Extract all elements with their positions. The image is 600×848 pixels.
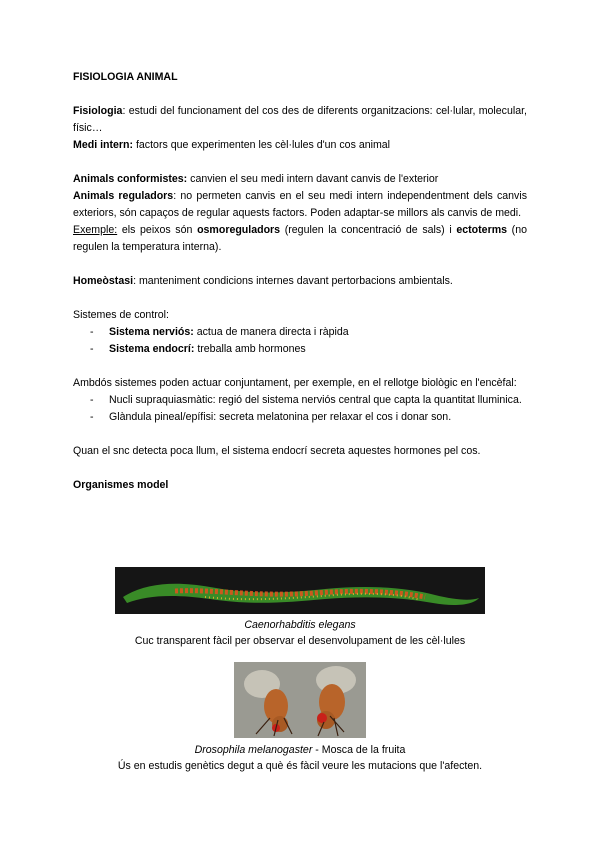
term: Homeòstasi xyxy=(73,275,134,287)
c-elegans-description: Cuc transparent fàcil per observar el desenvolupament de les cèl·lules xyxy=(134,635,466,647)
snc-paragraph: Quan el snc detecta poca llum, el sistema endocrí secreta aquestes hormones pel cos. xyxy=(73,445,481,457)
organismes-heading xyxy=(73,477,527,494)
definition: : estudi del funcionament del cos des de diferents organitzacions: cel·lular, molecular, físic… xyxy=(73,105,527,134)
term: Sistema endocrí: xyxy=(109,343,195,355)
list-item: - Sistema nerviós: actua de manera directa i ràpida xyxy=(90,326,349,338)
medi-intern-definition xyxy=(73,137,527,154)
text: Glàndula pineal/epífisi: secreta melatonina per relaxar el cos i donar son. xyxy=(109,411,452,423)
exemple-paragraph xyxy=(73,222,527,256)
term: Sistema nerviós: xyxy=(109,326,194,338)
drosophila-description: Ús en estudis genètics degut a què és fàcil veure les mutacions que l'afecten. xyxy=(117,760,483,772)
c-elegans-image xyxy=(115,567,485,614)
text: (no regulen la temperatura interna). xyxy=(73,224,527,253)
definition: : manteniment condicions internes davant pertorbacions ambientals. xyxy=(133,275,453,287)
conformistes-definition xyxy=(73,171,527,188)
term: Animals reguladors xyxy=(73,190,174,202)
ambdos-list xyxy=(73,392,527,426)
term: ectoterms xyxy=(456,224,508,236)
term: Animals conformistes: xyxy=(73,173,188,185)
text: (regulen la concentració de sals) i xyxy=(280,224,457,236)
homeostasi-definition xyxy=(73,273,527,290)
definitions-block xyxy=(73,103,527,494)
reguladors-definition xyxy=(73,188,527,222)
span: - xyxy=(312,744,322,756)
drosophila-image xyxy=(234,662,366,738)
caption-it: Drosophila melanogaster xyxy=(194,744,313,756)
page-title: FISIOLOGIA ANIMAL xyxy=(73,71,178,83)
list-item: - Nucli supraquiasmàtic: regió del sistema nerviós central que capta la quantitat lluminica. xyxy=(90,394,522,406)
term: Fisiologia xyxy=(73,105,123,117)
text: Nucli supraquiasmàtic: regió del sistema nerviós central que capta la quantitat lluminica. xyxy=(109,394,522,406)
drosophila-caption xyxy=(0,742,600,774)
term: osmoreguladors xyxy=(197,224,281,236)
list-item: - Glàndula pineal/epífisi: secreta melatonina per relaxar el cos i donar son. xyxy=(90,411,452,423)
definition: actua de manera directa i ràpida xyxy=(193,326,349,338)
c-elegans-caption xyxy=(0,617,600,649)
ambdos-paragraph: Ambdós sistemes poden actuar conjuntament, per exemple, en el rellotge biològic en l'encèfal: xyxy=(73,377,517,389)
c-elegans-name: Caenorhabditis elegans xyxy=(244,619,356,631)
sistemes-list xyxy=(73,324,527,358)
span: Mosca de la fruita xyxy=(321,744,406,756)
definition: : no permeten canvis en el seu medi intern independentment dels canvis exteriors, són capaços de regular aquests factors. Poden adaptar-se millors als canvis de medi. xyxy=(73,190,528,219)
drosophila-title xyxy=(0,742,600,758)
list-item: - Sistema endocrí: treballa amb hormones xyxy=(90,343,306,355)
sistemes-heading: Sistemes de control: xyxy=(73,309,169,321)
term: Medi intern: xyxy=(73,139,134,151)
fisiologia-definition xyxy=(73,103,527,137)
text: els peixos són xyxy=(117,224,198,236)
definition: factors que experimenten les cèl·lules d'un cos animal xyxy=(133,139,391,151)
definition: canvien el seu medi intern davant canvis de l'exterior xyxy=(187,173,439,185)
definition: treballa amb hormones xyxy=(194,343,306,355)
exemple-label: Exemple: xyxy=(73,224,118,236)
b: Organismes model xyxy=(73,479,169,491)
